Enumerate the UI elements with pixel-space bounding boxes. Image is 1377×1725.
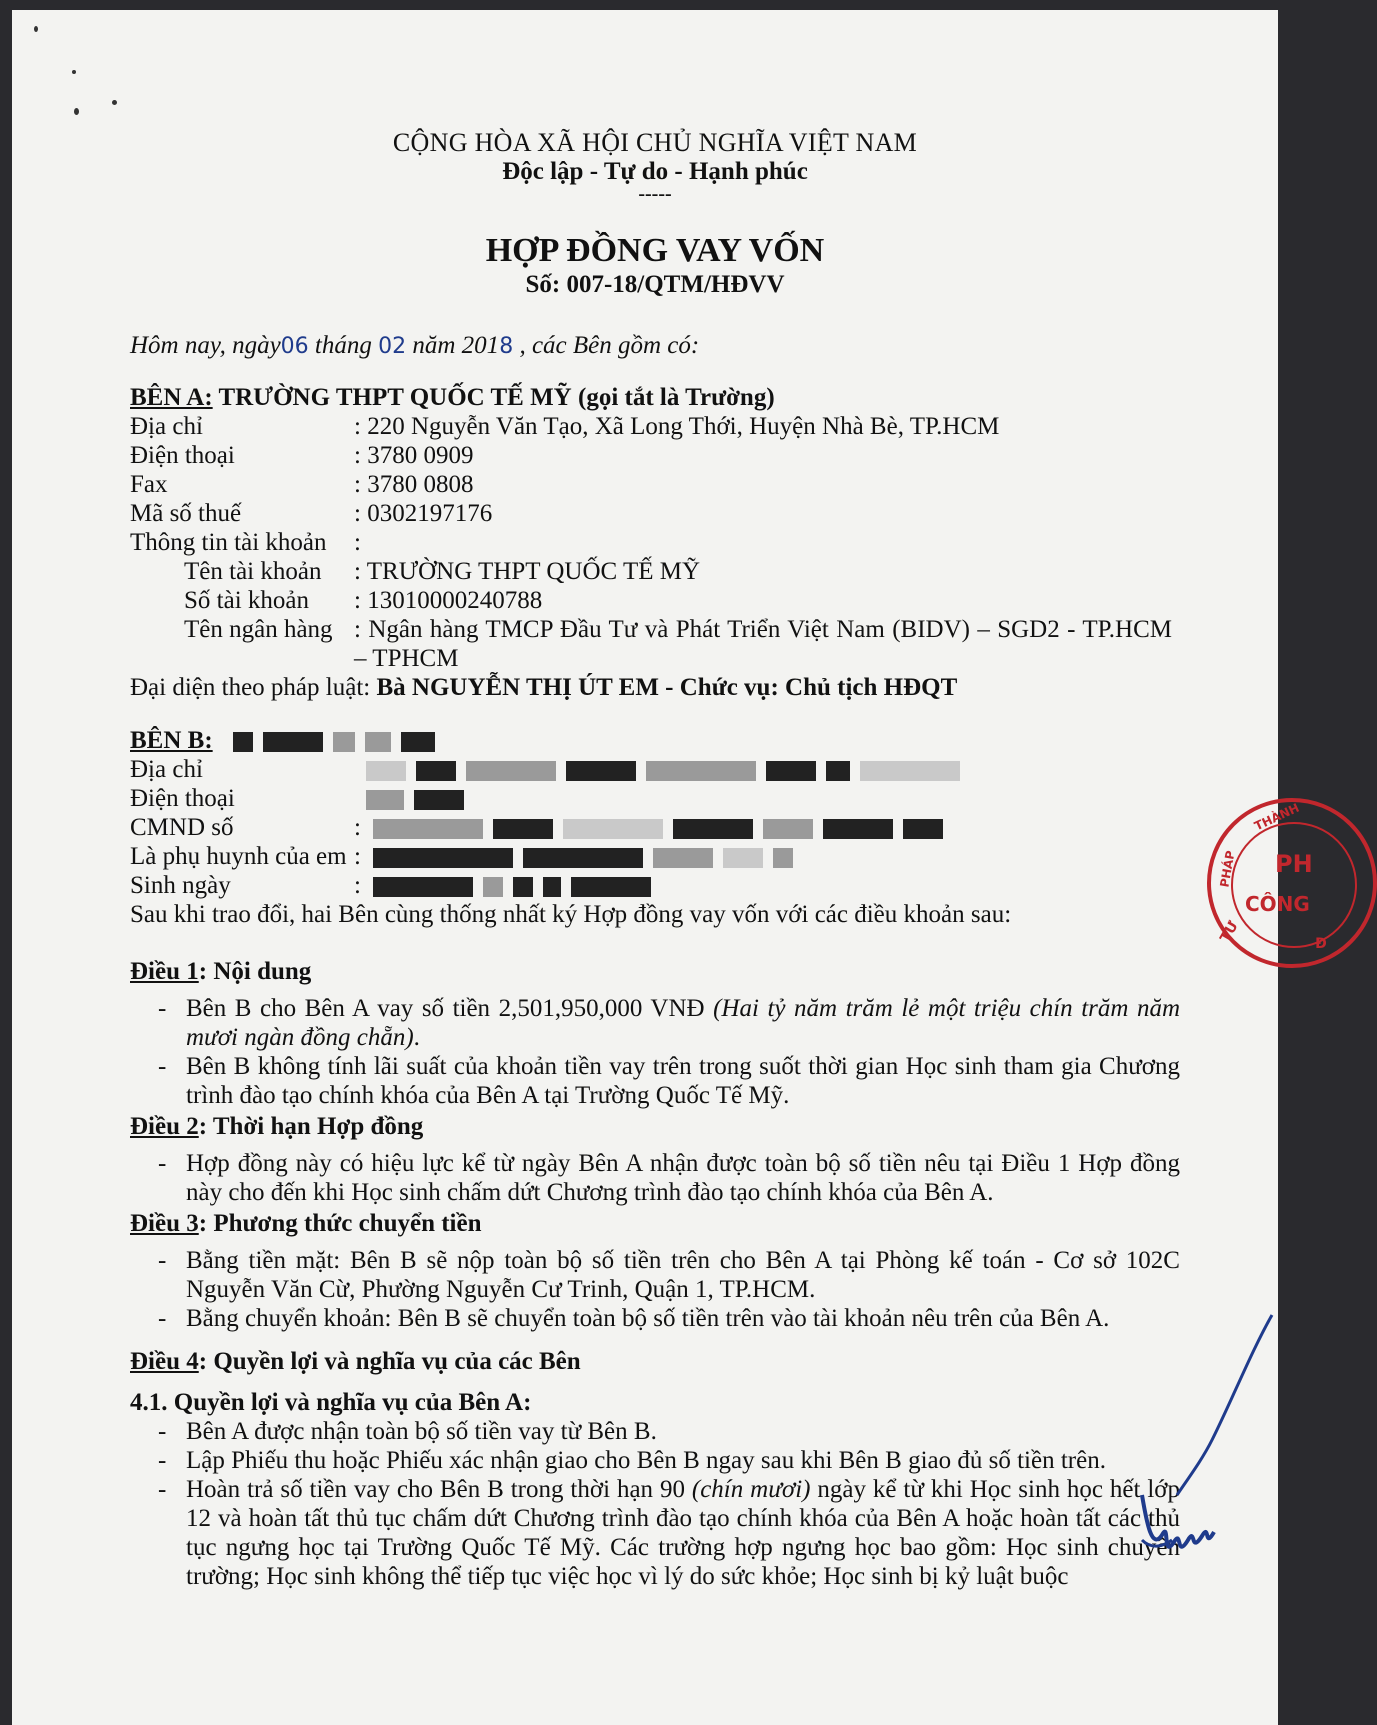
party-a-heading [130, 383, 1180, 412]
field-value: : 0302197176 [354, 500, 493, 527]
article-number: Điều 2 [130, 1113, 199, 1140]
contract-title: HỢP ĐỒNG VAY VỐN [485, 232, 825, 269]
redaction-block [766, 761, 816, 781]
field-label: Địa chỉ [130, 413, 203, 440]
list-item [130, 1417, 1180, 1446]
scan-speck [34, 26, 38, 32]
field-label: Thông tin tài khoản [130, 529, 327, 556]
field-label: Tên ngân hàng [184, 616, 333, 643]
list-item [130, 1149, 1180, 1207]
field-value: : 13010000240788 [354, 587, 543, 614]
list-item-text: Bên B không tính lãi suất của khoản tiền vay trên trong suốt thời gian Học sinh tham gia Chương trình đào tạo chính khóa của Bên A tại Trường Quốc Tế Mỹ. [186, 1053, 1180, 1109]
intro-text: , các Bên gồm có: [513, 332, 700, 359]
article-title: : Quyền lợi và nghĩa vụ của các Bên [198, 1348, 581, 1375]
redaction-block [333, 732, 355, 752]
list-item [130, 1446, 1180, 1475]
bullet: - [158, 1418, 167, 1445]
punctuation: . [413, 1024, 420, 1051]
party-a-label: BÊN A: [130, 384, 213, 411]
field-label: Tên tài khoản [184, 558, 322, 585]
field-colon: : [354, 843, 361, 870]
intro-text: tháng [308, 332, 379, 359]
field-label: Điện thoại [130, 442, 235, 469]
contract-number: Số: 007-18/QTM/HĐVV [525, 271, 785, 298]
list-item-text: Bên A được nhận toàn bộ số tiền vay từ Bên B. [186, 1418, 657, 1445]
bullet: - [158, 1305, 167, 1332]
seal-inner-ring [1231, 822, 1357, 948]
seal-text: PHÁP [1217, 849, 1238, 889]
article-3-heading [130, 1209, 1180, 1238]
intro-text: Hôm nay, ngày [130, 332, 281, 359]
redaction-block [571, 877, 651, 897]
section-4-1-heading: 4.1. Quyền lợi và nghĩa vụ của Bên A: [130, 1389, 532, 1416]
party-a-tax-row [130, 499, 1180, 528]
party-b-birthdate-row [130, 871, 1180, 900]
field-label: Fax [130, 471, 168, 498]
redaction-block [466, 761, 556, 781]
redaction-block [763, 819, 813, 839]
national-title: CỘNG HÒA XÃ HỘI CHỦ NGHĨA VIỆT NAM [392, 128, 918, 157]
party-b-phone-row [130, 784, 1180, 813]
handwritten-month: 02 [378, 334, 407, 359]
party-b-child-row [130, 842, 1180, 871]
party-b-address-row [130, 755, 1180, 784]
list-item [130, 1246, 1180, 1304]
bullet: - [158, 1247, 167, 1274]
redaction-block [653, 848, 713, 868]
bank-name-row [130, 615, 1180, 673]
loan-amount-words: (Hai tỷ năm trăm lẻ một triệu chín trăm năm mươi ngàn đồng chẵn) [186, 995, 1181, 1051]
redaction-block [860, 761, 960, 781]
redaction-block [563, 819, 663, 839]
field-colon: : [354, 814, 361, 841]
redaction-block [373, 848, 513, 868]
list-item-text [186, 1475, 1180, 1591]
intro-line [130, 331, 1180, 361]
field-label: Là phụ huynh của em [130, 843, 347, 870]
document-page [12, 10, 1327, 1725]
intro-text: năm 201 [406, 332, 500, 359]
redaction-block [373, 877, 473, 897]
account-number-row [130, 586, 1180, 615]
field-label: CMND số [130, 814, 234, 841]
redaction-block [483, 877, 503, 897]
list-item-text: Lập Phiếu thu hoặc Phiếu xác nhận giao cho Bên B ngay sau khi Bên B giao đủ số tiền trên. [186, 1447, 1106, 1474]
redaction-block [543, 877, 561, 897]
seal-text: CÔNG [1245, 892, 1310, 916]
redaction-block [513, 877, 533, 897]
loan-amount-text: Bên B cho Bên A vay số tiền 2,501,950,000 VNĐ [186, 995, 714, 1022]
document-body [130, 128, 1180, 1591]
redaction-block [566, 761, 636, 781]
header-separator: ----- [638, 183, 672, 205]
list-item [130, 1304, 1180, 1333]
redaction-block [826, 761, 850, 781]
redaction-block [416, 761, 456, 781]
redaction-block [373, 819, 483, 839]
redacted-value [354, 842, 1180, 871]
bullet: - [158, 1476, 167, 1503]
party-a-account-info-row [130, 528, 1180, 557]
scan-speck [72, 70, 76, 74]
list-item-text: Bằng tiền mặt: Bên B sẽ nộp toàn bộ số tiền trên cho Bên A tại Phòng kế toán - Cơ sở 102C Nguyễn Văn Cừ, Phường Nguyễn Cư Trinh, Quận 1, TP.HCM. [186, 1247, 1180, 1303]
article-number: Điều 1 [130, 958, 199, 985]
article-title: : Phương thức chuyển tiền [198, 1210, 482, 1237]
field-value: : 220 Nguyễn Văn Tạo, Xã Long Thới, Huyện Nhà Bè, TP.HCM [354, 413, 1000, 440]
redacted-value [354, 813, 1180, 842]
article-1-heading [130, 957, 1180, 986]
redacted-value [354, 755, 1180, 784]
party-a-address-row [130, 412, 1180, 441]
article-number: Điều 4 [130, 1348, 199, 1375]
legal-representative [130, 673, 1180, 702]
field-label: Đại diện theo pháp luật: [130, 674, 371, 701]
field-value: : [354, 529, 361, 556]
redaction-block [493, 819, 553, 839]
redaction-block [773, 848, 793, 868]
redacted-value [354, 871, 1180, 900]
field-label: Địa chỉ [130, 756, 203, 783]
bullet: - [158, 995, 167, 1022]
repayment-text: Hoàn trả số tiền vay cho Bên B trong thời hạn 90 [186, 1476, 692, 1503]
redaction-block [366, 761, 406, 781]
scan-speck [112, 100, 117, 105]
list-item-text [186, 994, 1180, 1052]
account-name-row [130, 557, 1180, 586]
field-label: Điện thoại [130, 785, 235, 812]
seal-text: TƯ [1217, 918, 1242, 946]
article-number: Điều 3 [130, 1210, 199, 1237]
field-value: : TRƯỜNG THPT QUỐC TẾ MỸ [354, 558, 701, 585]
seal-text: Đ [1315, 936, 1327, 952]
bullet: - [158, 1150, 167, 1177]
red-seal-stamp [1207, 798, 1377, 968]
field-label: Mã số thuế [130, 500, 242, 527]
party-b-heading [130, 726, 1180, 755]
seal-text: PH [1275, 850, 1313, 878]
list-item-text: Bằng chuyển khoản: Bên B sẽ chuyển toàn bộ số tiền trên vào tài khoản nêu trên của Bên A. [186, 1305, 1110, 1332]
party-b-fields [130, 755, 1180, 929]
redaction-block [673, 819, 753, 839]
redaction-block [233, 732, 253, 752]
field-label: Số tài khoản [184, 587, 309, 614]
field-value: : 3780 0808 [354, 471, 474, 498]
agreement-statement: Sau khi trao đổi, hai Bên cùng thống nhất ký Hợp đồng vay vốn với các điều khoản sau: [130, 901, 1012, 928]
redaction-block [823, 819, 893, 839]
seal-text: THÀNH [1252, 800, 1302, 834]
redaction-block [366, 790, 404, 810]
bullet: - [158, 1447, 167, 1474]
redaction-block [646, 761, 756, 781]
national-motto: Độc lập - Tự do - Hạnh phúc [502, 158, 808, 185]
party-a-name: TRƯỜNG THPT QUỐC TẾ MỸ (gọi tắt là Trường) [212, 384, 775, 411]
article-2-heading [130, 1112, 1180, 1141]
article-title: : Thời hạn Hợp đồng [198, 1113, 424, 1140]
party-a-phone-row [130, 441, 1180, 470]
party-b-id-row [130, 813, 1180, 842]
article-4-heading [130, 1347, 1180, 1376]
list-item [130, 1475, 1180, 1591]
party-a-fax-row [130, 470, 1180, 499]
list-item [130, 1052, 1180, 1110]
handwritten-signature [1132, 1310, 1282, 1570]
redaction-block [903, 819, 943, 839]
field-value: Bà NGUYỄN THỊ ÚT EM - Chức vụ: Chủ tịch HĐQT [370, 674, 958, 701]
list-item [130, 994, 1180, 1052]
scan-speck [74, 108, 79, 115]
repayment-text: ngày kể từ khi Học sinh học hết lớp 12 và hoàn tất thủ tục chấm dứt Chương trình đào tạo chính khóa của Bên A hoặc hoàn tất các thủ tục ngưng học tại Trường Quốc Tế Mỹ. Các trường hợp ngưng học bao gồm: Học sinh chuyển trường; Học sinh không thể tiếp tục việc học vì lý do sức khỏe; Học sinh bị kỷ luật buộc [186, 1476, 1180, 1590]
field-value: : Ngân hàng TMCP Đầu Tư và Phát Triển Việt Nam (BIDV) – SGD2 - TP.HCM – TPHCM [354, 616, 1172, 672]
redaction-block [523, 848, 643, 868]
bullet: - [158, 1053, 167, 1080]
redaction-block [723, 848, 763, 868]
handwritten-year: 8 [499, 334, 514, 359]
redaction-block [365, 732, 391, 752]
list-item-text: Hợp đồng này có hiệu lực kể từ ngày Bên A nhận được toàn bộ số tiền nêu tại Điều 1 Hợp đồng này cho đến khi Học sinh chấm dứt Chương trình đào tạo chính khóa của Bên A. [186, 1150, 1180, 1206]
repayment-days-words: (chín mươi) [691, 1476, 811, 1503]
redaction-block [263, 732, 323, 752]
redaction-block [401, 732, 435, 752]
field-value: : 3780 0909 [354, 442, 474, 469]
redacted-value [354, 784, 1180, 813]
party-a-fields [130, 412, 1180, 702]
field-label: Sinh ngày [130, 872, 231, 899]
redaction-block [414, 790, 464, 810]
article-title: : Nội dung [198, 958, 312, 985]
party-b-label: BÊN B: [130, 727, 213, 754]
field-colon: : [354, 872, 361, 899]
handwritten-day: 06 [280, 334, 309, 359]
